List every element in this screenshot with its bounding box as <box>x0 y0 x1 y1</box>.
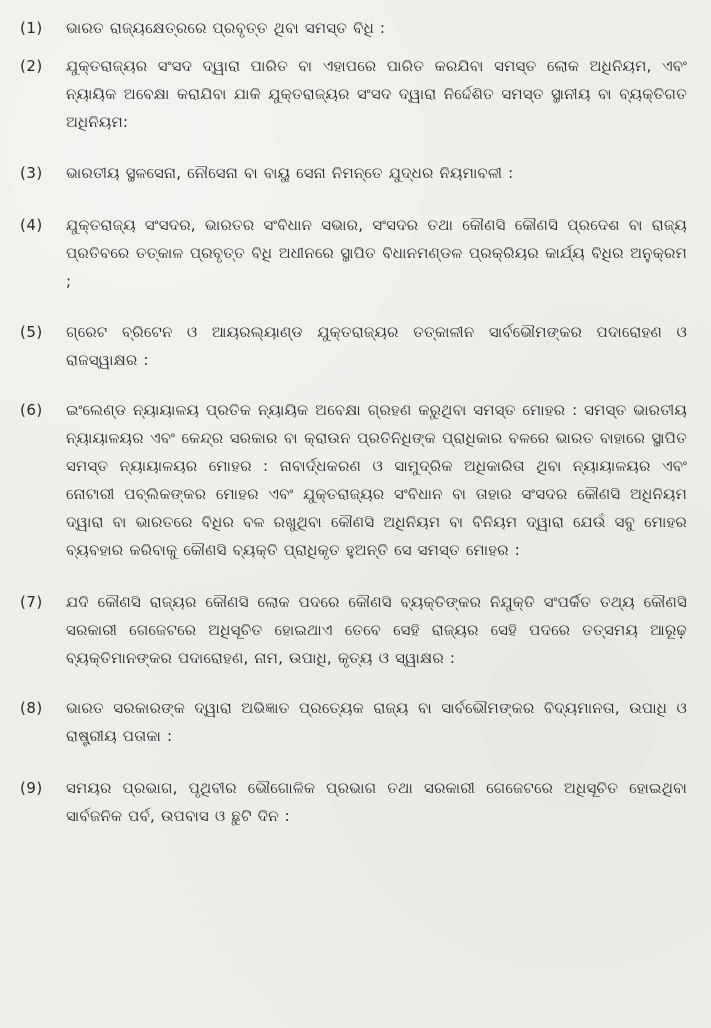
clause-6 <box>20 396 687 564</box>
clause-text: ଭାରତୀୟ ସ୍ଥଳସେନା, ନୌସେନା ବା ବାୟୁ ସେନା ନିମନ୍ତେ ଯୁଦ୍ଧର ନିୟମାବଳୀ : <box>66 164 514 182</box>
clause-number: (8) <box>20 699 43 717</box>
clause-number: (3) <box>20 164 43 182</box>
clause-7 <box>20 588 687 672</box>
clause-text: ଇଂଲେଣ୍ଡ ନ୍ୟାୟାଳୟ ପ୍ରତିକ ନ୍ୟାୟିକ ଅବେକ୍ଷା ଗ୍ରହଣ କରୁଥିବା ସମସ୍ତ ମୋହର : ସମସ୍ତ ଭାରତୀୟ ନ୍ୟାୟାଳୟର ଏବଂ କେନ୍ଦ୍ର ସରକାର ବା କ୍ରାଉନ ପ୍ରତିନିଧିଙ୍କ ପ୍ରାଧିକାର ବଳରେ ଭାରତ ବାହାରେ ସ୍ଥାପିତ ସମସ୍ତ ନ୍ୟାୟାଳୟର ମୋହର : ନାବାର୍ଦ୍ଧକରଣ ଓ ସାମୁଦ୍ରିକ ଅଧିକାରିତା ଥିବା ନ୍ୟାୟାଳୟର ଏବଂ ନୋଟାରୀ ପବ୍ଲିକଙ୍କର ମୋହର ଏବଂ ଯୁକ୍ତରାଜ୍ୟର ସଂବିଧାନ ବା ତାହାର ସଂସଦର କୌଣସି ଅଧିନିୟମ ଦ୍ୱାରା ବା ଭାରତରେ ବିଧିର ବଳ ରଖୁଥିବା କୌଣସି ଅଧିନିୟମ ବା ବିନିୟମ ଦ୍ୱାରା ଯେଉଁ ସବୁ ମୋହର ବ୍ୟବହାର କରିବାକୁ କୌଣସି ବ୍ୟକ୍ତି ପ୍ରାଧିକୃତ ହୁଅନ୍ତି ସେ ସମସ୍ତ ମୋହର : <box>66 401 687 559</box>
clause-9 <box>20 774 687 830</box>
clause-text: ଯଦି କୌଣସି ରାଜ୍ୟର କୌଣସି ଲୋକ ପଦରେ କୌଣସି ବ୍ୟକ୍ତିଙ୍କର ନିଯୁକ୍ତି ସଂପର୍କିତ ତଥ୍ୟ କୌଣସି ସରକାରୀ ଗେଜେଟରେ ଅଧିସୂଚିତ ହୋଇଥାଏ ତେବେ ସେହି ରାଜ୍ୟର ସେହି ପଦରେ ତତ୍ସମୟ ଆରୂଢ଼ ବ୍ୟକ୍ତିମାନଙ୍କର ପଦାରୋହଣ, ନାମ, ଉପାଧି, କୃତ୍ୟ ଓ ସ୍ୱାକ୍ଷର : <box>66 593 687 667</box>
clause-4 <box>20 211 687 295</box>
clause-number: (7) <box>20 593 43 611</box>
clause-text: ଭାରତ ରାଜ୍ୟକ୍ଷେତ୍ରରେ ପ୍ରବୃତ୍ତ ଥିବା ସମସ୍ତ ବିଧି : <box>66 19 386 37</box>
clause-8 <box>20 694 687 750</box>
clause-number: (6) <box>20 401 43 419</box>
clause-text: ଭାରତ ସରକାରଙ୍କ ଦ୍ୱାରା ଅଭିଜ୍ଞାତ ପ୍ରତ୍ୟେକ ରାଜ୍ୟ ବା ସାର୍ବଭୌମଙ୍କର ବିଦ୍ୟମାନତା, ଉପାଧି ଓ ରାଷ୍ଟ୍ରୀୟ ପତାକା : <box>66 699 687 745</box>
clause-5 <box>20 318 687 374</box>
clause-2 <box>20 52 687 136</box>
clause-text: ଗ୍ରେଟ ବ୍ରିଟେନ ଓ ଆୟରଲ୍ୟାଣ୍ଡ ଯୁକ୍ତରାଜ୍ୟର ତତ୍କାଳୀନ ସାର୍ବଭୌମଙ୍କର ପଦାରୋହଣ ଓ ରାଜସ୍ୱାକ୍ଷର : <box>66 323 687 369</box>
clause-number: (9) <box>20 779 43 797</box>
clause-number: (2) <box>20 57 43 75</box>
clause-text: ସମୟର ପ୍ରଭାଗ, ପୃଥିବୀର ଭୌଗୋଳିକ ପ୍ରଭାଗ ତଥା ସରକାରୀ ଗେଜେଟରେ ଅଧିସୂଚିତ ହୋଇଥିବା ସାର୍ବଜନିକ ପର୍ବ, ଉପବାସ ଓ ଛୁଟି ଦିନ : <box>66 779 687 825</box>
clause-1 <box>20 14 687 42</box>
clause-number: (4) <box>20 216 43 234</box>
clause-text: ଯୁକ୍ତରାଜ୍ୟ ସଂସଦର, ଭାରତର ସଂବିଧାନ ସଭାର, ସଂସଦର ତଥା କୌଣସି କୌଣସି ପ୍ରଦେଶ ବା ରାଜ୍ୟ ପ୍ରତିବରେ ତତ୍କାଳ ପ୍ରବୃତ୍ତ ବିଧି ଅଧୀନରେ ସ୍ଥାପିତ ବିଧାନମଣ୍ଡଳ ପ୍ରକ୍ରିୟର କାର୍ଯ୍ୟ ବିଧିର ଅନୁକ୍ରମ ; <box>66 216 687 290</box>
clause-number: (5) <box>20 323 43 341</box>
clause-number: (1) <box>20 19 43 37</box>
clause-text: ଯୁକ୍ତରାଜ୍ୟର ସଂସଦ ଦ୍ୱାରା ପାରିତ ବା ଏହାପରେ ପାରିତ କରଯିବା ସମସ୍ତ ଲୋକ ଅଧିନିୟମ, ଏବଂ ନ୍ୟାୟିକ ଅବେକ୍ଷା କରାଯିବା ଯାକି ଯୁକ୍ତରାଜ୍ୟର ସଂସଦ ଦ୍ୱାରା ନିର୍ଦ୍ଦେଶିତ ସମସ୍ତ ସ୍ଥାନୀୟ ବା ବ୍ୟକ୍ତିଗତ ଅଧିନିୟମ: <box>66 57 687 131</box>
clause-3 <box>20 159 687 187</box>
